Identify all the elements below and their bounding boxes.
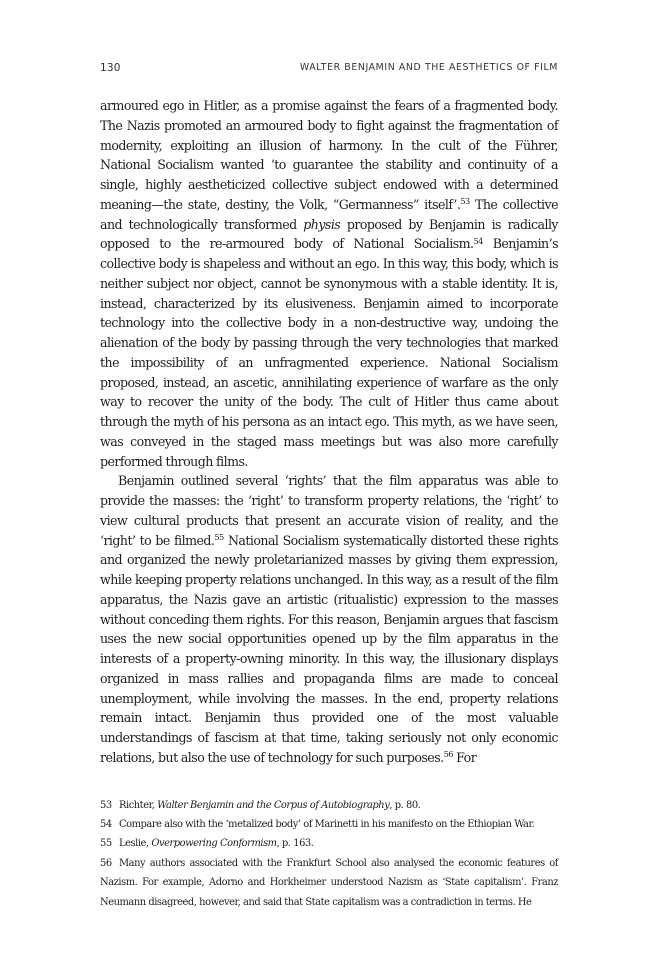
footnotes (100, 796, 558, 912)
footnote-number: 53 (100, 800, 112, 811)
page-header (100, 62, 558, 78)
footnote-56 (100, 854, 558, 913)
running-head: WALTER BENJAMIN AND THE AESTHETICS OF FILM (299, 62, 558, 73)
page-number: 130 (100, 62, 121, 74)
paragraph-text: proposed by Benjamin is radically opposed to the re-armoured body of National Socialism. (100, 216, 558, 252)
footnote-number: 54 (100, 819, 112, 831)
paragraph-text: Benjamin’s collective body is shapeless and without an ego. In this way, this body, which is neither subject nor object, cannot be synonymous with a stable identity. It is, instead, characterized by its elusiveness. Benjamin aimed to incorporate technology into the collective body in a non-destructive way, undoing the alienation of the body by passing through the very technologies that marked the impossibility of an unfragmented experience. National Socialism proposed, instead, an ascetic, annihilating experience of warfare as the only way to recover the unity of the body. The cult of Hitler thus came about through the myth of his persona as an intact ego. This myth, as we have seen, was conveyed in the staged mass meetings but was also more carefully performed through films. (100, 236, 558, 469)
footnote-ref-55[interactable]: 55 (214, 531, 224, 542)
footnote-54 (100, 815, 558, 834)
paragraph-text: The collective and technologically transformed (100, 196, 558, 232)
footnote-ref-54[interactable]: 54 (473, 235, 483, 246)
footnote-number: 56 (100, 857, 112, 869)
footnote-53 (100, 796, 558, 815)
footnote-title: Walter Benjamin and the Corpus of Autobiography (157, 800, 390, 811)
paragraph-text: Benjamin outlined several ‘rights’ that the film apparatus was able to provide the masses: the ‘right’ to transform property relations, the ‘right’ to view cultural products that present an accurate vision of reality, and the ‘right’ to be filmed. (100, 473, 558, 548)
footnote-text: Richter, (119, 800, 158, 811)
footnote-text: Many authors associated with the Frankfurt School also analysed the economic features of Nazism. For example, Adorno and Horkheimer understood Nazism as ‘State capitalism’. Franz Neumann disagreed, however, and said that State capitalism was a contradiction in terms. He (100, 857, 558, 908)
footnote-ref-56[interactable]: 56 (443, 749, 453, 760)
paragraph-text: armoured ego in Hitler, as a promise against the fears of a fragmented body. The Nazis promoted an armoured body to fight against the fragmentation of modernity, exploiting an illusion of harmony. In the cult of the Führer, National Socialism wanted ‘to guarantee the stability and continuity of a single, highly aestheticized collective subject endowed with a determined meaning—the state, destiny, the Volk, “Germanness” itself’. (100, 98, 558, 212)
paragraph (100, 96, 558, 471)
footnote-number: 55 (100, 838, 112, 850)
footnote-title: Overpowering Conformism (151, 838, 277, 850)
footnote-text: Compare also with the ‘metalized body’ of Marinetti in his manifesto on the Ethiopian War. (119, 819, 535, 831)
footnote-text: , p. 163. (276, 838, 314, 850)
emphasis-physis: physis (303, 216, 341, 232)
footnote-ref-53[interactable]: 53 (460, 196, 470, 207)
footnote-text: Leslie, (119, 838, 152, 850)
paragraph-text: For (452, 749, 477, 765)
paragraph (100, 471, 558, 767)
footnote-text: , p. 80. (389, 800, 421, 811)
footnote-55 (100, 834, 558, 853)
body-text (100, 96, 558, 768)
paragraph-text: National Socialism systematically distorted these rights and organized the newly proletarianized masses by giving them expression, while keeping property relations unchanged. In this way, as a result of the film apparatus, the Nazis gave an artistic (ritualistic) expression to the masses without conceding them rights. For this reason, Benjamin argues that fascism uses the new social opportunities opened up by the film apparatus in the interests of a property-owning minority. In this way, the illusionary displays organized in mass rallies and propaganda films are made to conceal unemployment, while involving the masses. In the end, property relations remain intact. Benjamin thus provided one of the most valuable understandings of fascism at that time, taking seriously not only economic relations, but also the use of technology for such purposes. (100, 532, 558, 765)
